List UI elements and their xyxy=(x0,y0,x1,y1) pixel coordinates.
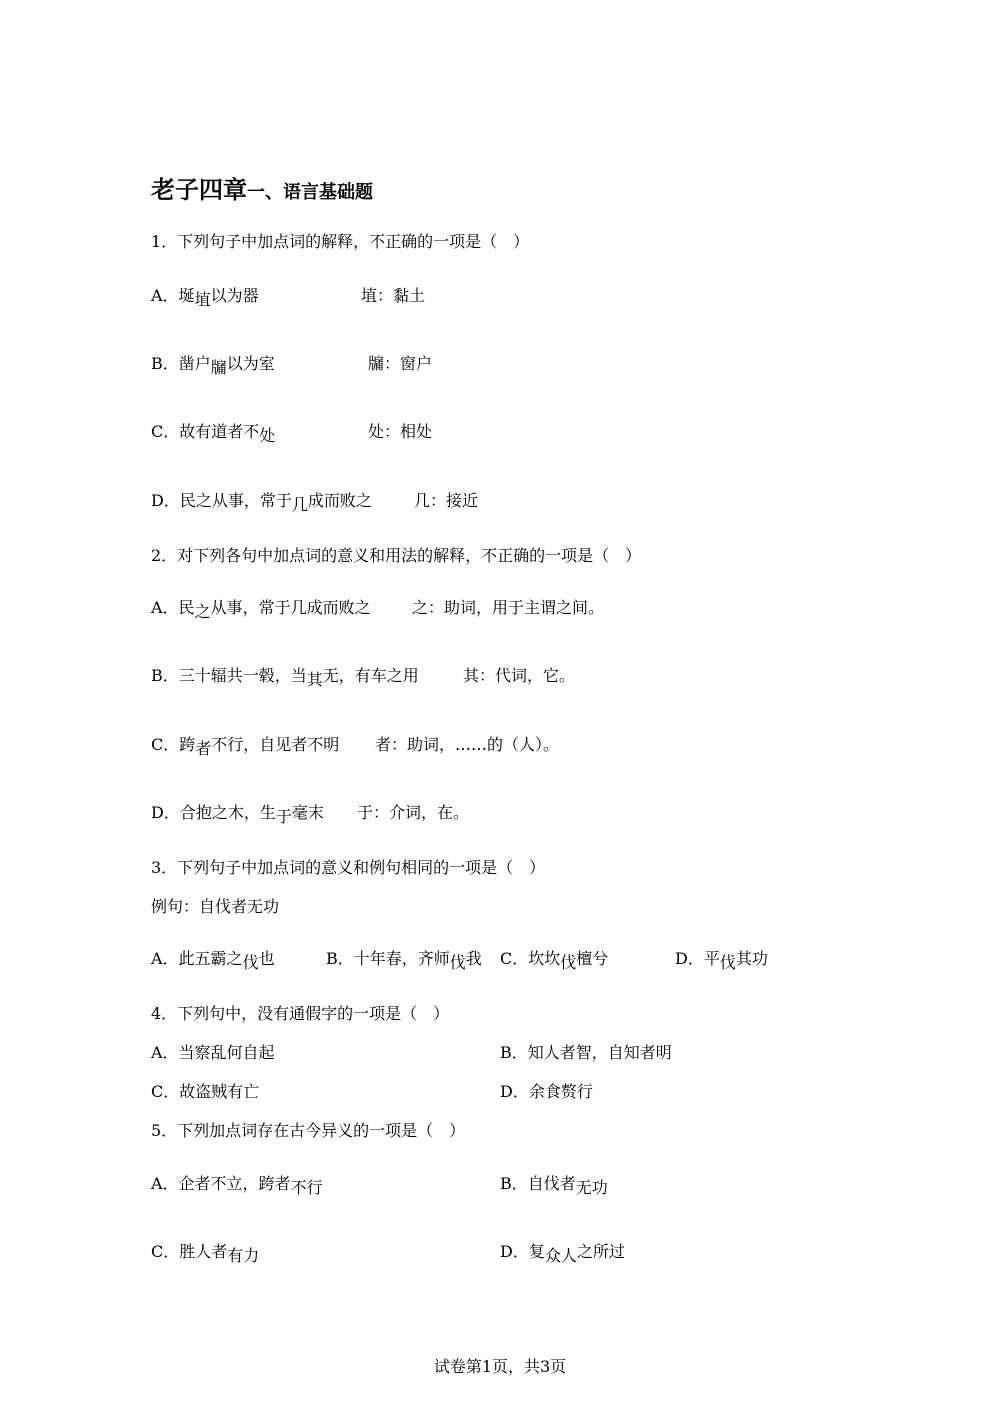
q4-option-d: D．余食赘行 xyxy=(500,1082,593,1101)
title-main: 老子四章 xyxy=(151,176,247,204)
question-2-stem: 2．对下列各句中加点词的意义和用法的解释，不正确的一项是（ ） xyxy=(151,546,642,565)
dotted-word: 者 xyxy=(195,739,212,758)
q3-example: 例句：自伐者无功 xyxy=(151,897,280,916)
q3-option-b: B．十年春，齐师伐我 xyxy=(326,949,482,972)
q1-option-b: B．凿户牖以为室 xyxy=(151,354,275,377)
q1-option-c: C．故有道者不处 xyxy=(151,422,276,445)
dotted-word: 几 xyxy=(291,495,308,514)
q3-option-d: D．平伐其功 xyxy=(675,949,768,972)
question-1-stem: 1．下列句子中加点词的解释，不正确的一项是（ ） xyxy=(151,232,530,251)
dotted-word: 不行 xyxy=(290,1178,323,1197)
q5-option-c: C．胜人者有力 xyxy=(151,1242,260,1265)
page-footer: 试卷第1页，共3页 xyxy=(433,1357,567,1376)
q2-option-b-explanation: 其：代词，它。 xyxy=(463,666,576,685)
q1-option-d-explanation: 几：接近 xyxy=(414,491,479,510)
q3-option-c: C．坎坎伐檀兮 xyxy=(500,949,609,972)
dotted-word: 有力 xyxy=(227,1246,260,1265)
page-title xyxy=(151,170,373,205)
q1-option-c-explanation: 处：相处 xyxy=(368,422,433,441)
q1-option-d: D．民之从事，常于几成而败之 xyxy=(151,491,372,514)
dotted-word: 无功 xyxy=(575,1178,608,1197)
q4-option-a: A．当察乱何自起 xyxy=(151,1043,275,1062)
dotted-word: 埴 xyxy=(194,290,211,309)
dotted-word: 众人 xyxy=(544,1246,577,1265)
q2-option-a: A．民之从事，常于几成而败之 xyxy=(151,598,371,621)
dotted-word: 牖 xyxy=(210,358,227,377)
question-3-stem: 3．下列句子中加点词的意义和例句相同的一项是（ ） xyxy=(151,858,546,877)
dotted-word: 处 xyxy=(259,426,276,445)
dotted-word: 伐 xyxy=(449,953,466,972)
q2-option-b: B．三十辐共一毂，当其无，有车之用 xyxy=(151,666,419,689)
q1-option-a-explanation: 埴：黏土 xyxy=(361,286,426,305)
dotted-word: 伐 xyxy=(719,953,736,972)
dotted-word: 伐 xyxy=(242,953,259,972)
q2-option-a-explanation: 之：助词，用于主谓之间。 xyxy=(412,598,605,617)
q4-option-b: B．知人者智，自知者明 xyxy=(500,1043,672,1062)
question-4-stem: 4．下列句中，没有通假字的一项是（ ） xyxy=(151,1004,450,1023)
q3-option-a: A．此五霸之伐也 xyxy=(151,949,275,972)
q2-option-d-explanation: 于：介词，在。 xyxy=(357,803,470,822)
question-5-stem: 5．下列加点词存在古今异义的一项是（ ） xyxy=(151,1121,466,1140)
dotted-word: 之 xyxy=(194,602,211,621)
dotted-word: 伐 xyxy=(560,953,577,972)
q5-option-a: A．企者不立，跨者不行 xyxy=(151,1174,323,1197)
q5-option-d: D．复众人之所过 xyxy=(500,1242,625,1265)
q2-option-c-explanation: 者：助词，……的（人）。 xyxy=(375,735,560,754)
q1-option-a: A．埏埴以为器 xyxy=(151,286,259,309)
q2-option-c: C．跨者不行，自见者不明 xyxy=(151,735,340,758)
title-section: 一、语言基础题 xyxy=(247,182,373,203)
dotted-word: 于 xyxy=(275,807,292,826)
dotted-word: 其 xyxy=(306,670,323,689)
q1-option-b-explanation: 牖：窗户 xyxy=(368,354,433,373)
q5-option-b: B．自伐者无功 xyxy=(500,1174,608,1197)
q4-option-c: C．故盗贼有亡 xyxy=(151,1082,260,1101)
q2-option-d: D．合抱之木，生于毫末 xyxy=(151,803,324,826)
